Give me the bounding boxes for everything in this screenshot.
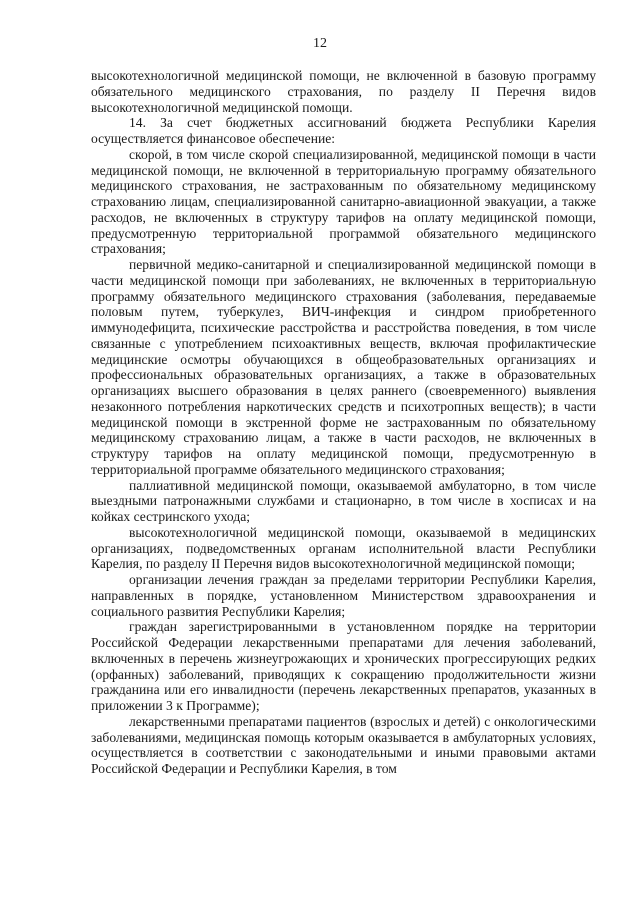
paragraph: лекарственными препаратами пациентов (взрослых и детей) с онкологическими заболеваниями, медицинская помощь которым оказывается в амбулаторных условиях, осуществляется в соответствии с законодательными и иными правовыми актами Российской Федерации и Республики Карелия, в том: [91, 713, 596, 776]
paragraph: граждан зарегистрированными в установленном порядке на территории Российской Федерации лекарственными препаратами для лечения заболеваний, включенных в перечень жизнеугрожающих и хронических прогрессирующих редких (орфанных) заболеваний, приводящих к сокращению продолжительности жизни гражданина или его инвалидности (перечень лекарственных препаратов, указанных в приложении 3 к Программе);: [91, 619, 596, 713]
paragraph: высокотехнологичной медицинской помощи, оказываемой в медицинских организациях, подведомственных органам исполнительной власти Республики Карелия, по разделу II Перечня видов высокотехнологичной медицинской помощи;: [91, 524, 596, 572]
document-body: [91, 68, 596, 777]
paragraph: скорой, в том числе скорой специализированной, медицинской помощи в части медицинской помощи, не включенной в территориальную программу обязательного медицинского страхования, не застрахованным по обязательному медицинскому страхованию лицам, специализированной санитарно-авиационной эвакуации, а также расходов, не включенных в структуру тарифов на оплату медицинской помощи, предусмотренную территориальной программой обязательного медицинского страхования;: [91, 146, 596, 257]
paragraph: паллиативной медицинской помощи, оказываемой амбулаторно, в том числе выездными патронажными службами и стационарно, в том числе в хосписах и на койках сестринского ухода;: [91, 477, 596, 524]
paragraph: высокотехнологичной медицинской помощи, не включенной в базовую программу обязательного медицинского страхования, по разделу II Перечня видов высокотехнологичной медицинской помощи.: [91, 68, 596, 115]
page-number: 12: [313, 36, 327, 51]
paragraph: первичной медико-санитарной и специализированной медицинской помощи в части медицинской помощи при заболеваниях, не включенных в территориальную программу обязательного медицинского страхования (заболевания, передаваемые половым путем, туберкулез, ВИЧ-инфекция и синдром приобретенного иммунодефицита, психические расстройства и расстройства поведения, в том числе связанные с употреблением психоактивных веществ, включая профилактические медицинские осмотры обучающихся в общеобразовательных организациях и профессиональных образовательных организациях, а также в образовательных организациях высшего образования в целях раннего (своевременного) выявления незаконного потребления наркотических средств и психотропных веществ); в части медицинской помощи в экстренной форме не застрахованным по обязательному медицинскому страхованию лицам, а также в части расходов, не включенных в структуру тарифов на оплату медицинской помощи, предусмотренную в территориальной программе обязательного медицинского страхования;: [91, 257, 596, 477]
paragraph: организации лечения граждан за пределами территории Республики Карелия, направленных в порядке, установленном Министерством здравоохранения и социального развития Республики Карелия;: [91, 572, 596, 619]
paragraph: 14. За счет бюджетных ассигнований бюджета Республики Карелия осуществляется финансовое обеспечение:: [91, 115, 596, 146]
